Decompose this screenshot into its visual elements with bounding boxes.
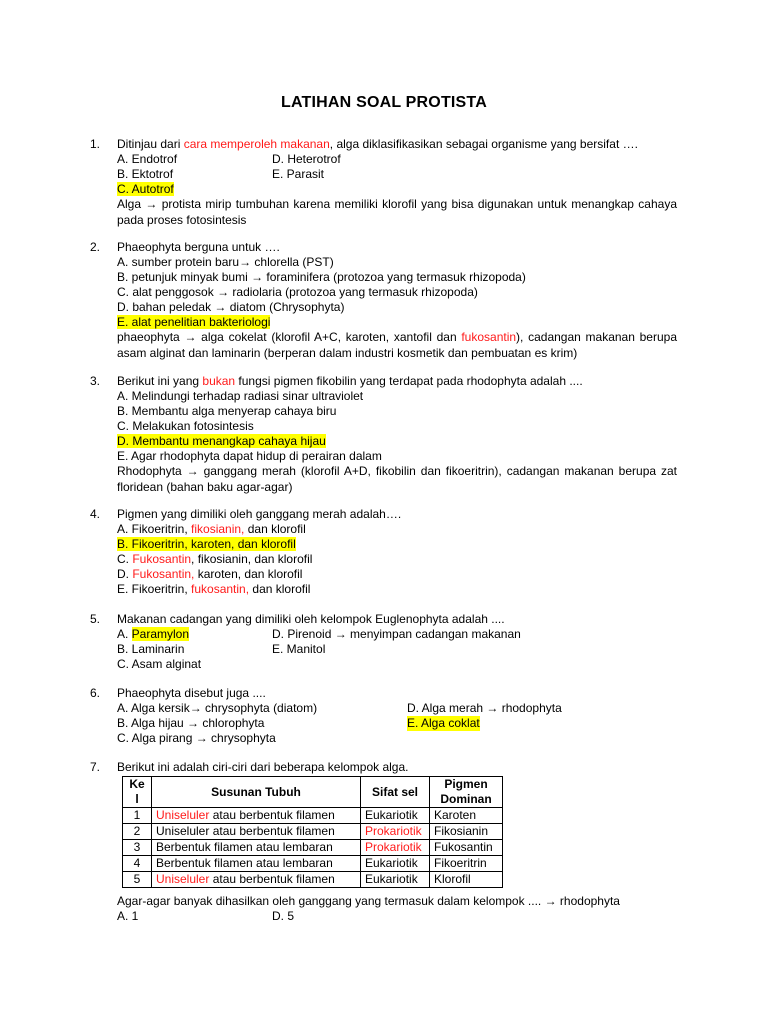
option-e: E. Agar rhodophyta dapat hidup di perairan dalam [117, 449, 382, 463]
cell-kel: 1 [123, 808, 152, 824]
option-d: D. bahan peledak → diatom (Chrysophyta) [117, 300, 345, 314]
question-stem: Berikut ini adalah ciri-ciri dari beberapa kelompok alga. [117, 760, 409, 774]
cell-pigmen: Fikosianin [430, 824, 503, 840]
option-b: B. Laminarin [117, 642, 185, 656]
cell-pigmen: Fikoeritrin [430, 856, 503, 872]
question-number: 3. [90, 374, 101, 388]
option-c: C. alat penggosok → radiolaria (protozoa yang termasuk rhizopoda) [117, 285, 478, 299]
cell-pigmen: Karoten [430, 808, 503, 824]
option-e: E. Manitol [272, 642, 326, 656]
cell-pigmen: Klorofil [430, 872, 503, 888]
cell-sifat: Eukariotik [361, 808, 430, 824]
question-number: 1. [90, 137, 101, 151]
option-c-answer: C. Autotrof [117, 182, 174, 196]
question-1 [90, 137, 677, 228]
cell-kel: 5 [123, 872, 152, 888]
question-6 [90, 686, 562, 746]
cell-sifat: Prokariotik [361, 840, 430, 856]
option-b: B. petunjuk minyak bumi → foraminifera (protozoa yang termasuk rhizopoda) [117, 270, 526, 284]
option-b-answer: B. Fikoeritrin, karoten, dan klorofil [117, 537, 296, 551]
cell-susunan: Uniseluler atau berbentuk filamen [152, 808, 361, 824]
question-stem: Berikut ini yang bukan fungsi pigmen fikobilin yang terdapat pada rhodophyta adalah .... [117, 374, 583, 388]
cell-sifat: Prokariotik [361, 824, 430, 840]
cell-susunan: Uniseluler atau berbentuk filamen [152, 824, 361, 840]
option-d-answer: D. Membantu menangkap cahaya hijau [117, 434, 326, 448]
question-number: 4. [90, 507, 101, 521]
question-followup: Agar-agar banyak dihasilkan oleh ganggang yang termasuk dalam kelompok .... → rhodophyta [117, 894, 620, 908]
table-row [123, 840, 503, 856]
question-3 [90, 374, 677, 495]
cell-pigmen: Fukosantin [430, 840, 503, 856]
option-c: C. Alga pirang → chrysophyta [117, 731, 276, 745]
option-b: B. Alga hijau → chlorophyta [117, 716, 265, 730]
question-number: 5. [90, 612, 101, 626]
question-number: 7. [90, 760, 101, 774]
question-7 [90, 760, 620, 924]
cell-kel: 4 [123, 856, 152, 872]
option-a: A. Melindungi terhadap radiasi sinar ultraviolet [117, 389, 364, 403]
table-row [123, 856, 503, 872]
question-5 [90, 612, 521, 672]
option-e: E. Fikoeritrin, fukosantin, dan klorofil [117, 582, 311, 596]
option-a: A. 1 [117, 909, 139, 923]
option-b: B. Membantu alga menyerap cahaya biru [117, 404, 337, 418]
question-stem: Makanan cadangan yang dimiliki oleh kelompok Euglenophyta adalah .... [117, 612, 505, 626]
table-row [123, 872, 503, 888]
option-e-answer: E. Alga coklat [407, 716, 480, 730]
option-e-answer: E. alat penelitian bakteriologi [117, 315, 271, 329]
option-c: C. Melakukan fotosintesis [117, 419, 254, 433]
table-row [123, 808, 503, 824]
cell-sifat: Eukariotik [361, 856, 430, 872]
option-c: C. Asam alginat [117, 657, 202, 671]
col-header-sifat: Sifat sel [361, 777, 430, 808]
option-a: A. Endotrof [117, 152, 178, 166]
option-d: D. Fukosantin, karoten, dan klorofil [117, 567, 303, 581]
option-a: A. Alga kersik→ chrysophyta (diatom) [117, 701, 318, 715]
option-d: D. 5 [272, 909, 295, 923]
col-header-kel: Ke l [123, 777, 152, 808]
explanation: phaeophyta → alga cokelat (klorofil A+C, karoten, xantofil dan fukosantin), cadangan makanan berupa asam alginat dan laminarin (berperan dalam industri kosmetik dan pembuatan es krim) [117, 330, 677, 360]
question-number: 2. [90, 240, 101, 254]
page-title: LATIHAN SOAL PROTISTA [281, 94, 487, 111]
question-2 [90, 240, 677, 361]
col-header-pigmen: Pigmen Dominan [430, 777, 503, 808]
algae-table [122, 776, 503, 888]
table-row [123, 824, 503, 840]
question-4 [90, 507, 401, 597]
col-header-susunan: Susunan Tubuh [152, 777, 361, 808]
option-c: C. Fukosantin, fikosianin, dan klorofil [117, 552, 313, 566]
cell-susunan: Uniseluler atau berbentuk filamen [152, 872, 361, 888]
option-a: A. sumber protein baru→ chlorella (PST) [117, 255, 334, 269]
explanation: Rhodophyta → ganggang merah (klorofil A+D, fikobilin dan fikoeritrin), cadangan makanan berupa zat floridean (bahan baku agar-agar) [117, 464, 677, 494]
question-number: 6. [90, 686, 101, 700]
option-d: D. Heterotrof [272, 152, 341, 166]
question-stem: Pigmen yang dimiliki oleh ganggang merah adalah…. [117, 507, 402, 521]
option-a: A. Fikoeritrin, fikosianin, dan klorofil [117, 522, 306, 536]
option-b: B. Ektotrof [117, 167, 174, 181]
option-a-answer: A. Paramylon [117, 627, 190, 641]
option-e: E. Parasit [272, 167, 325, 181]
cell-kel: 2 [123, 824, 152, 840]
cell-sifat: Eukariotik [361, 872, 430, 888]
cell-kel: 3 [123, 840, 152, 856]
question-stem: Ditinjau dari cara memperoleh makanan, alga diklasifikasikan sebagai organisme yang bersifat …. [117, 137, 638, 151]
question-stem: Phaeophyta berguna untuk …. [117, 240, 280, 254]
question-stem: Phaeophyta disebut juga .... [117, 686, 266, 700]
option-d: D. Pirenoid → menyimpan cadangan makanan [272, 627, 521, 641]
explanation: Alga → protista mirip tumbuhan karena memiliki klorofil yang bisa digunakan untuk menangkap cahaya pada proses fotosintesis [117, 197, 677, 227]
option-d: D. Alga merah → rhodophyta [407, 701, 562, 715]
cell-susunan: Berbentuk filamen atau lembaran [152, 840, 361, 856]
cell-susunan: Berbentuk filamen atau lembaran [152, 856, 361, 872]
